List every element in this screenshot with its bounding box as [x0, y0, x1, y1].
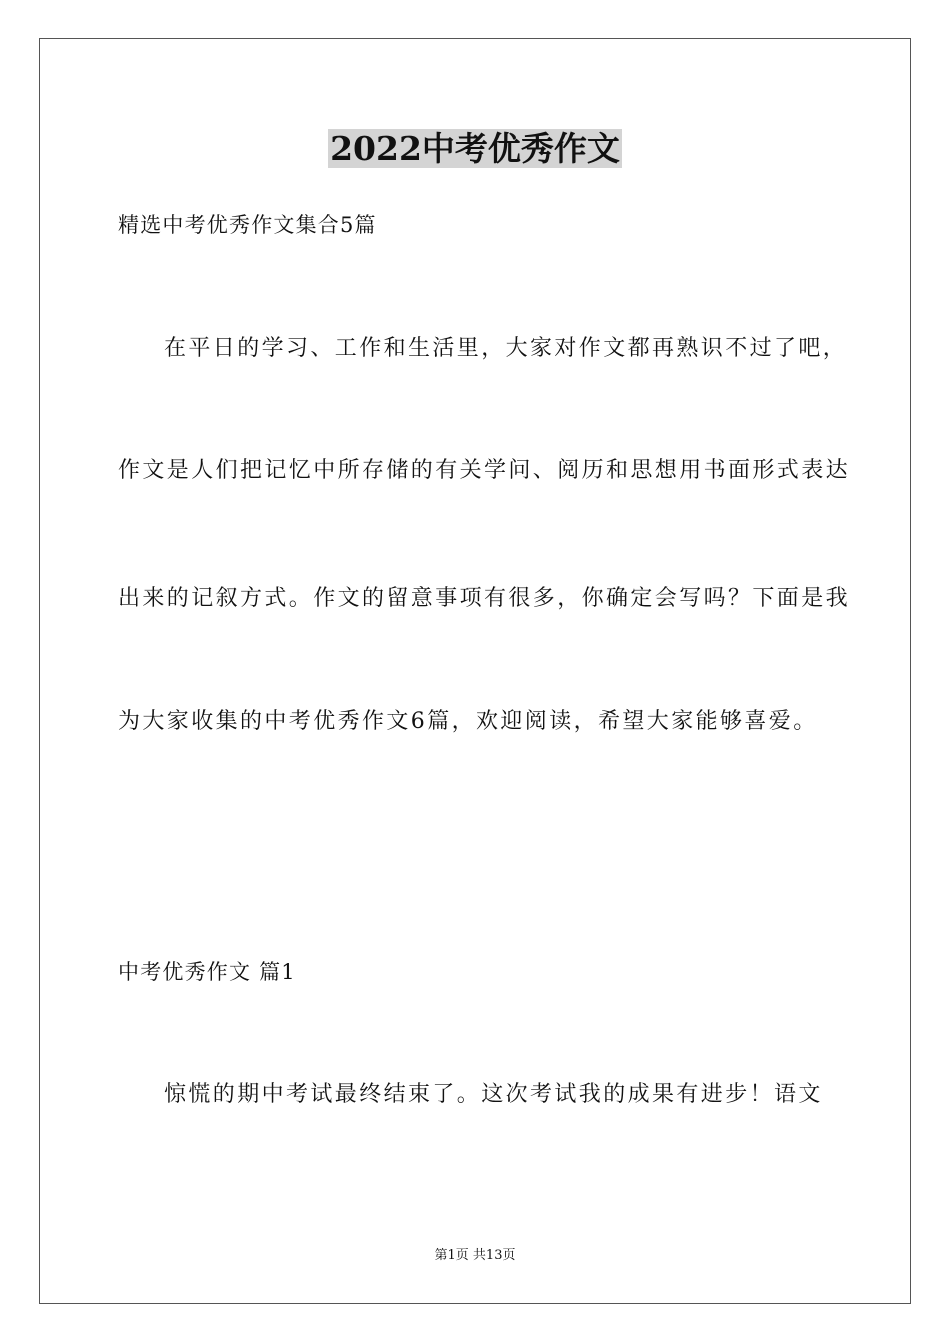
document-title-text: 2022中考优秀作文 — [330, 129, 620, 168]
paragraph-line: 作文是人们把记忆中所存储的有关学问、阅历和思想用书面形式表达 — [118, 458, 851, 483]
document-subtitle: 精选中考优秀作文集合5篇 — [118, 213, 377, 237]
paragraph-line: 在平日的学习、工作和生活里，大家对作文都再熟识不过了吧， — [164, 336, 848, 361]
page-footer: 第1页 共13页 — [434, 1248, 516, 1263]
section-heading: 中考优秀作文 篇1 — [118, 960, 296, 984]
paragraph-line: 出来的记叙方式。作文的留意事项有很多，你确定会写吗？下面是我 — [118, 586, 851, 611]
document-title — [0, 128, 950, 170]
paragraph-line: 惊慌的期中考试最终结束了。这次考试我的成果有进步！语文 — [164, 1082, 823, 1107]
paragraph-line: 为大家收集的中考优秀作文6篇，欢迎阅读，希望大家能够喜爱。 — [118, 709, 818, 734]
